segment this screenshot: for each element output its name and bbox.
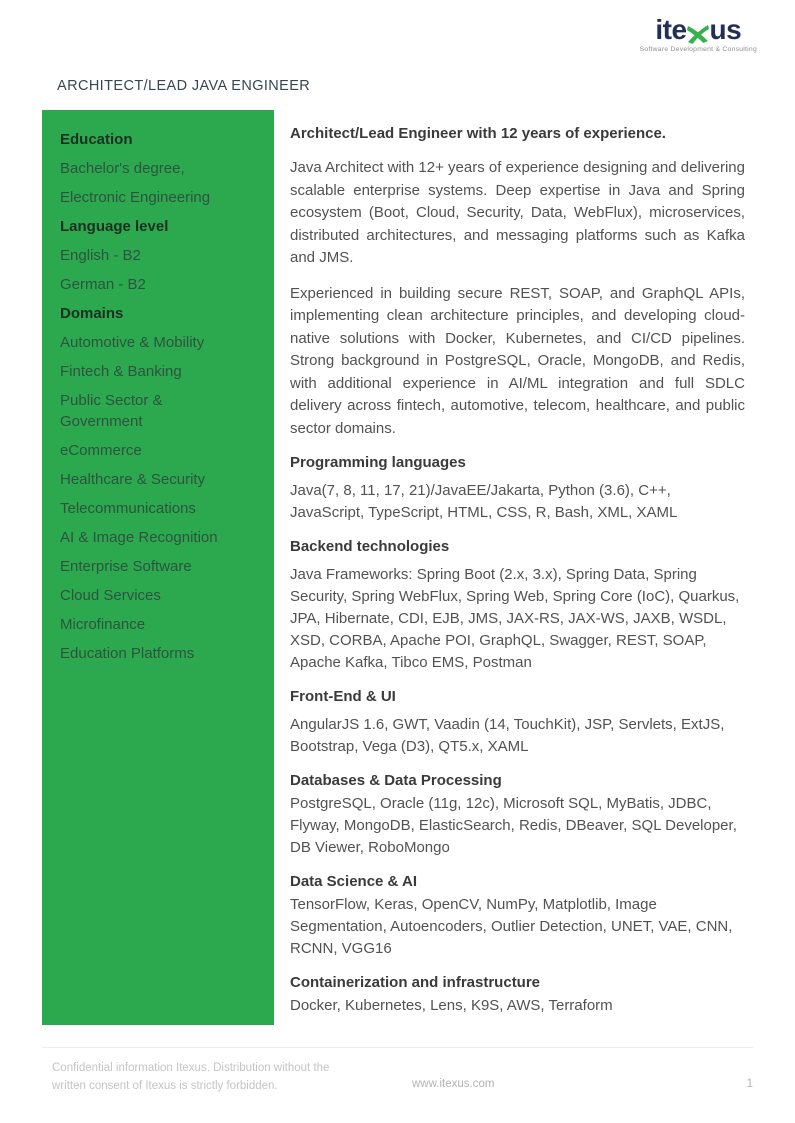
sidebar-section-heading: Domains xyxy=(60,305,124,322)
logo-text-left: ite xyxy=(655,14,687,45)
skill-section-text: Java Frameworks: Spring Boot (2.x, 3.x), Spring Data, Spring Security, Spring WebFlux, Spring Web, Spring Core (IoC), Quarkus, JPA, Hibernate, CDI, EJB, JMS, JAX-RS, JAX-WS, JAXB, WSDL, XSD, CORBA, Apache POI, GraphQL, Swagger, REST, SOAP, Apache Kafka, Tibco EMS, Postman xyxy=(290,566,740,671)
footer-page-number: 1 xyxy=(746,1078,753,1090)
footer-divider xyxy=(42,1047,753,1048)
itexus-logo-wordmark xyxy=(640,16,757,44)
skill-section-text: TensorFlow, Keras, OpenCV, NumPy, Matplotlib, Image Segmentation, Autoencoders, Outlier Detection, UNET, VAE, CNN, RCNN, VGG16 xyxy=(290,896,733,957)
sidebar-item: AI & Image Recognition xyxy=(60,529,218,546)
sidebar-item: eCommerce xyxy=(60,442,142,459)
skill-section-heading: Programming languages xyxy=(290,454,466,471)
skill-section-heading: Backend technologies xyxy=(290,538,450,555)
sidebar-item: English - B2 xyxy=(60,247,141,264)
summary-paragraph: Experienced in building secure REST, SOAP, and GraphQL APIs, implementing clean architecture principles, and developing cloud-native solutions with Docker, Kubernetes, and CI/CD pipelines. Strong background in PostgreSQL, Oracle, MongoDB, and Redis, with additional experience in AI/ML integration and full SDLC delivery across fintech, automotive, telecom, healthcare, and public sector domains. xyxy=(290,284,745,437)
sidebar-item: Automotive & Mobility xyxy=(60,334,205,351)
skill-section-text: Docker, Kubernetes, Lens, K9S, AWS, Terraform xyxy=(290,997,613,1014)
sidebar-section-heading: Education xyxy=(60,131,133,148)
sidebar-item: German - B2 xyxy=(60,276,146,293)
sidebar-item: Electronic Engineering xyxy=(60,189,211,206)
sidebar-item: Enterprise Software xyxy=(60,558,192,575)
skill-section-heading: Front-End & UI xyxy=(290,688,396,705)
sidebar-item: Microfinance xyxy=(60,616,146,633)
sidebar-item: Public Sector & Government xyxy=(60,392,163,430)
logo-x-icon xyxy=(687,21,709,45)
page-title: ARCHITECT/LEAD JAVA ENGINEER xyxy=(57,78,311,94)
logo-text-right: us xyxy=(709,14,742,45)
sidebar-item: Cloud Services xyxy=(60,587,161,604)
footer-confidential-note: Confidential information Itexus. Distribution without the written consent of Itexus is strictly forbidden. xyxy=(52,1062,330,1092)
sidebar-item: Bachelor's degree, xyxy=(60,160,185,177)
sidebar-item: Healthcare & Security xyxy=(60,471,206,488)
sidebar-item: Education Platforms xyxy=(60,645,195,662)
sidebar-section-heading: Language level xyxy=(60,218,169,235)
footer-website-link[interactable]: www.itexus.com xyxy=(412,1078,495,1090)
sidebar-item: Fintech & Banking xyxy=(60,363,182,380)
skill-section-text: PostgreSQL, Oracle (11g, 12c), Microsoft SQL, MyBatis, JDBC, Flyway, MongoDB, ElasticSearch, Redis, DBeaver, SQL Developer, DB Viewer, RoboMongo xyxy=(290,795,737,856)
main-content xyxy=(290,124,745,1017)
logo-tagline: Software Development & Consulting xyxy=(639,46,757,53)
skill-section-heading: Data Science & AI xyxy=(290,873,417,890)
skill-section-heading: Databases & Data Processing xyxy=(290,772,502,789)
headline: Architect/Lead Engineer with 12 years of experience. xyxy=(290,125,666,142)
skill-section-text: Java(7, 8, 11, 17, 21)/JavaEE/Jakarta, Python (3.6), C++, JavaScript, TypeScript, HTML, CSS, R, Bash, XML, XAML xyxy=(290,482,678,521)
summary-paragraph: Java Architect with 12+ years of experience designing and delivering scalable enterprise systems. Deep expertise in Java and Spring ecosystem (Boot, Cloud, Security, Data, WebFlux), microservices, distributed architectures, and messaging platforms such as Kafka and JMS. xyxy=(290,159,745,266)
sidebar xyxy=(42,110,274,1025)
skill-section-text: AngularJS 1.6, GWT, Vaadin (14, TouchKit), JSP, Servlets, ExtJS, Bootstrap, Vega (D3), QT5.x, XAML xyxy=(290,716,725,755)
skill-section-heading: Containerization and infrastructure xyxy=(290,974,541,991)
itexus-logo xyxy=(640,16,757,53)
skills xyxy=(290,453,745,1017)
summary xyxy=(290,157,745,440)
sidebar-item: Telecommunications xyxy=(60,500,196,517)
